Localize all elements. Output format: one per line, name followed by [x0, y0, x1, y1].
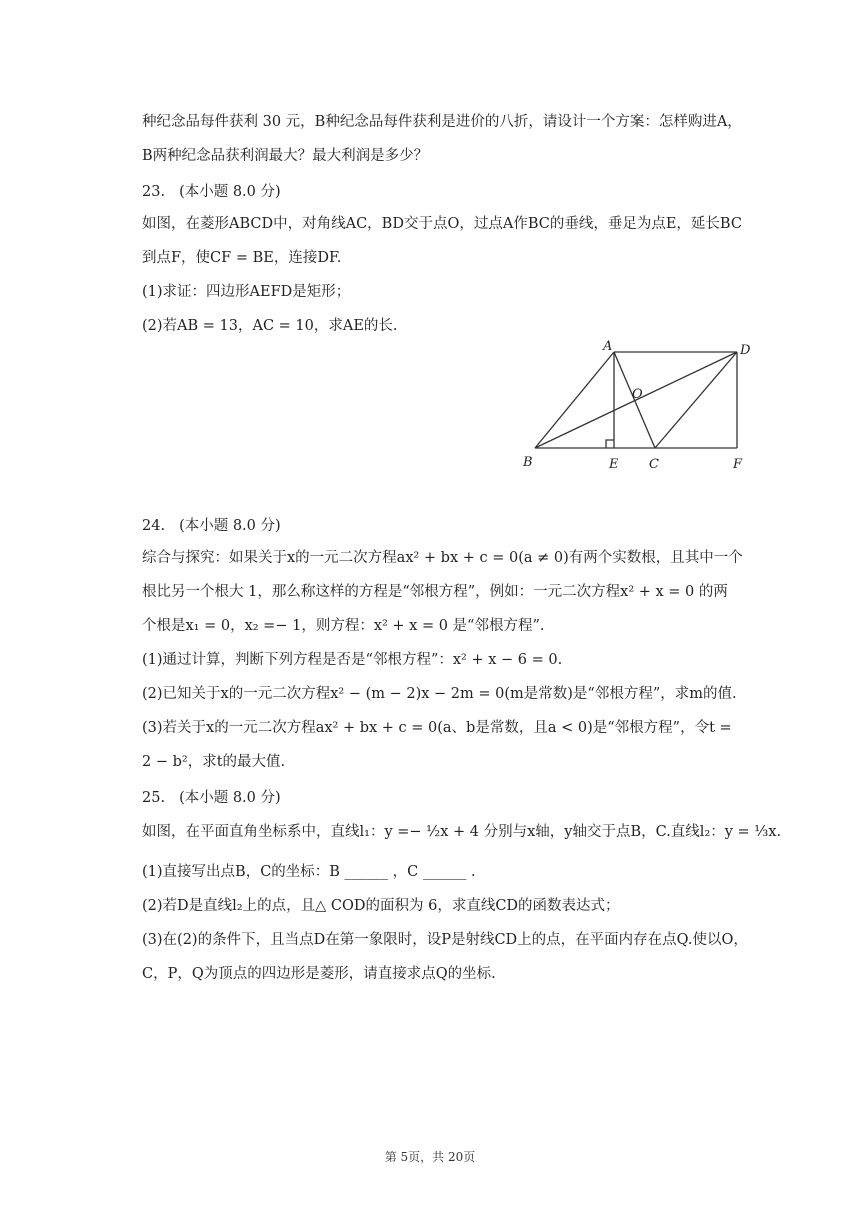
question-25-part-2: (2)若D是直线l₂上的点，且△ COD的面积为 6，求直线CD的函数表达式；	[142, 898, 620, 914]
continued-text-line-2: B两种纪念品获利润最大？最大利润是多少？	[142, 148, 429, 164]
question-23-part-1: (1)求证：四边形AEFD是矩形；	[142, 284, 351, 300]
question-25-part-3b: C，P，Q为顶点的四边形是菱形，请直接求点Q的坐标.	[142, 966, 496, 982]
question-23-text-2: 到点F，使CF = BE，连接DF.	[142, 250, 342, 266]
question-points: (本小题 8.0 分)	[179, 184, 281, 200]
question-25-text-1: 如图，在平面直角坐标系中，直线l₁：y =− ½x + 4 分别与x轴，y轴交于点B，C.直线l₂：y = ⅓x.	[142, 824, 782, 840]
question-23-header	[142, 180, 281, 201]
question-number: 24.	[142, 518, 166, 534]
question-number: 25.	[142, 790, 166, 806]
label-a: A	[603, 339, 613, 354]
question-number: 23.	[142, 184, 166, 200]
question-25-part-1: (1)直接写出点B，C的坐标：B ______ ，C ______ .	[142, 864, 476, 880]
right-angle-mark	[606, 440, 614, 448]
label-d: D	[740, 343, 751, 358]
question-24-part-2: (2)已知关于x的一元二次方程x² − (m − 2)x − 2m = 0(m是常数)是“邻根方程”，求m的值.	[142, 686, 737, 702]
question-24-text-1: 综合与探究：如果关于x的一元二次方程ax² + bx + c = 0(a ≠ 0)有两个实数根，且其中一个	[142, 550, 743, 566]
page-footer: 第 5页，共 20页	[384, 1150, 476, 1164]
question-25-part-3a: (3)在(2)的条件下，且当点D在第一象限时，设P是射线CD上的点，在平面内存在点Q.使以O，	[142, 932, 748, 948]
question-25-header	[142, 786, 281, 807]
segment-dc	[655, 352, 737, 448]
question-23-text-1: 如图，在菱形ABCD中，对角线AC，BD交于点O，过点A作BC的垂线，垂足为点E，延长BC	[142, 216, 742, 232]
label-o: O	[632, 387, 643, 402]
continued-text-line-1: 种纪念品每件获利 30 元，B种纪念品每件获利是进价的八折，请设计一个方案：怎样购进A，	[142, 114, 742, 130]
question-23-part-2: (2)若AB = 13，AC = 10，求AE的长.	[142, 318, 398, 334]
question-24-part-3a: (3)若关于x的一元二次方程ax² + bx + c = 0(a、b是常数，且a < 0)是“邻根方程”，令t =	[142, 720, 732, 736]
question-24-text-2: 根比另一个根大 1，那么称这样的方程是“邻根方程”，例如：一元二次方程x² + x = 0 的两	[142, 584, 728, 600]
label-c: C	[649, 457, 659, 472]
label-f: F	[733, 457, 743, 472]
question-24-text-3: 个根是x₁ = 0，x₂ =− 1，则方程：x² + x = 0 是“邻根方程”.	[142, 618, 545, 634]
question-24-header	[142, 514, 281, 535]
question-24-part-1: (1)通过计算，判断下列方程是否是“邻根方程”：x² + x − 6 = 0.	[142, 652, 563, 668]
label-e: E	[609, 457, 619, 472]
label-b: B	[523, 455, 533, 470]
segment-ba	[535, 352, 614, 448]
question-points: (本小题 8.0 分)	[179, 790, 281, 806]
question-points: (本小题 8.0 分)	[179, 518, 281, 534]
rhombus-rectangle-figure	[515, 338, 765, 478]
question-24-part-3b: 2 − b²，求t的最大值.	[142, 754, 286, 770]
